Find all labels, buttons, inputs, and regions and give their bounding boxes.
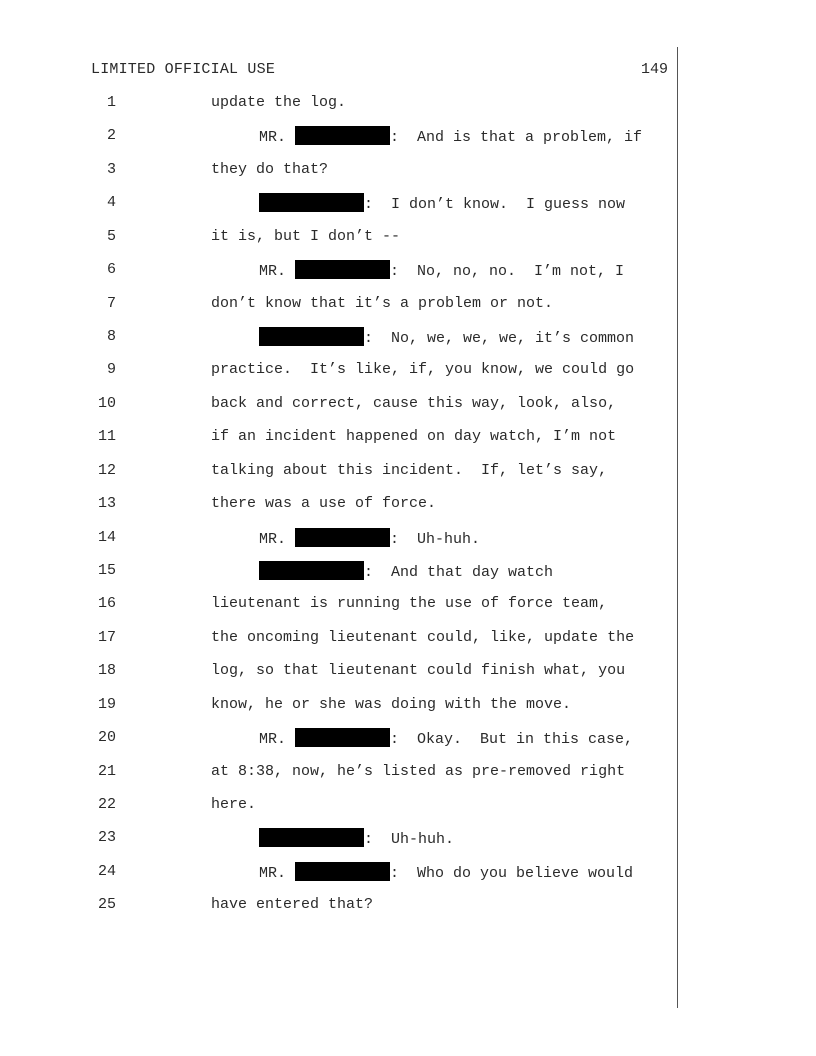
line-text: [211, 661, 625, 681]
transcript-line: [0, 126, 816, 146]
redaction-box: [295, 528, 390, 547]
line-text: [211, 461, 607, 481]
line-number: 21: [97, 763, 116, 780]
line-segment: it is, but I don’t --: [211, 228, 401, 245]
line-text: [211, 695, 571, 715]
line-segment: know, he or she was doing with the move.: [211, 696, 572, 713]
line-text: [211, 93, 346, 113]
line-number: 3: [106, 161, 116, 178]
line-segment: MR.: [259, 531, 296, 548]
line-segment: MR.: [259, 731, 296, 748]
classification-header: LIMITED OFFICIAL USE: [91, 61, 276, 78]
line-number: 7: [106, 295, 116, 312]
line-text: [211, 494, 436, 514]
redaction-box: [259, 327, 364, 346]
transcript-line: [0, 695, 816, 715]
transcript-line: [0, 828, 816, 848]
line-segment: MR.: [259, 865, 296, 882]
transcript-line: [0, 795, 816, 815]
line-segment: update the log.: [211, 94, 347, 111]
line-text: [259, 126, 642, 148]
transcript-line: [0, 494, 816, 514]
line-number: 5: [106, 228, 116, 245]
transcript-line: [0, 628, 816, 648]
line-number: 17: [97, 629, 116, 646]
line-segment: have entered that?: [211, 896, 374, 913]
line-segment: back and correct, cause this way, look, also,: [211, 395, 617, 412]
line-segment: lieutenant is running the use of force team,: [211, 595, 608, 612]
transcript-line: [0, 227, 816, 247]
line-number: 25: [97, 896, 116, 913]
redaction-box: [295, 728, 390, 747]
line-text: [211, 394, 616, 414]
line-number: 20: [97, 729, 116, 746]
page-number: 149: [640, 61, 668, 78]
line-number: 8: [106, 328, 116, 345]
transcript-line: [0, 394, 816, 414]
transcript-line: [0, 93, 816, 113]
redaction-box: [259, 828, 364, 847]
redaction-box: [295, 260, 390, 279]
transcript-line: [0, 260, 816, 280]
line-text: [259, 528, 480, 550]
line-segment: they do that?: [211, 161, 329, 178]
line-text: [211, 227, 400, 247]
line-number: 9: [106, 361, 116, 378]
transcript-line: [0, 327, 816, 347]
transcript-line: [0, 427, 816, 447]
line-number: 14: [97, 529, 116, 546]
line-text: [211, 360, 634, 380]
redaction-box: [259, 193, 364, 212]
line-segment: if an incident happened on day watch, I’m not: [211, 428, 617, 445]
line-text: [259, 728, 633, 750]
line-segment: there was a use of force.: [211, 495, 437, 512]
line-text: [259, 260, 624, 282]
transcript-line: [0, 528, 816, 548]
line-number: 22: [97, 796, 116, 813]
line-number: 2: [106, 127, 116, 144]
line-text: [211, 795, 256, 815]
line-text: [211, 762, 625, 782]
line-text: [259, 828, 454, 850]
line-number: 19: [97, 696, 116, 713]
line-segment: : And that day watch: [364, 564, 554, 581]
line-segment: MR.: [259, 129, 296, 146]
line-number: 24: [97, 863, 116, 880]
line-number: 10: [97, 395, 116, 412]
line-text: [259, 561, 553, 583]
line-segment: : Uh-huh.: [390, 531, 481, 548]
transcript-line: [0, 895, 816, 915]
transcript-line: [0, 561, 816, 581]
line-segment: : Uh-huh.: [364, 831, 455, 848]
transcript-line: [0, 461, 816, 481]
redaction-box: [259, 561, 364, 580]
line-segment: here.: [211, 796, 257, 813]
redaction-box: [295, 862, 390, 881]
transcript-line: [0, 160, 816, 180]
line-segment: the oncoming lieutenant could, like, update the: [211, 629, 635, 646]
line-number: 6: [106, 261, 116, 278]
line-text: [211, 160, 328, 180]
line-text: [259, 327, 634, 349]
line-text: [211, 594, 607, 614]
line-segment: at 8:38, now, he’s listed as pre-removed right: [211, 763, 626, 780]
line-text: [211, 895, 373, 915]
line-segment: log, so that lieutenant could finish what, you: [211, 662, 626, 679]
line-segment: : Who do you believe would: [390, 865, 634, 882]
transcript-line: [0, 294, 816, 314]
transcript-line: [0, 762, 816, 782]
line-number: 11: [97, 428, 116, 445]
transcript-line: [0, 594, 816, 614]
line-text: [211, 294, 553, 314]
transcript-line: [0, 661, 816, 681]
line-segment: : Okay. But in this case,: [390, 731, 634, 748]
line-number: 18: [97, 662, 116, 679]
line-segment: don’t know that it’s a problem or not.: [211, 295, 554, 312]
transcript-line: [0, 862, 816, 882]
line-segment: : No, we, we, we, it’s common: [364, 330, 635, 347]
line-segment: : No, no, no. I’m not, I: [390, 263, 625, 280]
line-number: 1: [106, 94, 116, 111]
line-text: [211, 427, 616, 447]
line-number: 16: [97, 595, 116, 612]
transcript-line: [0, 360, 816, 380]
line-text: [259, 862, 633, 884]
redaction-box: [295, 126, 390, 145]
line-number: 12: [97, 462, 116, 479]
line-text: [211, 628, 634, 648]
line-segment: : And is that a problem, if: [390, 129, 643, 146]
transcript-line: [0, 193, 816, 213]
line-text: [259, 193, 625, 215]
line-segment: MR.: [259, 263, 296, 280]
line-segment: practice. It’s like, if, you know, we could go: [211, 361, 635, 378]
line-number: 15: [97, 562, 116, 579]
line-number: 23: [97, 829, 116, 846]
transcript-line: [0, 728, 816, 748]
line-segment: talking about this incident. If, let’s say,: [211, 462, 608, 479]
line-number: 4: [106, 194, 116, 211]
line-number: 13: [97, 495, 116, 512]
line-segment: : I don’t know. I guess now: [364, 196, 626, 213]
